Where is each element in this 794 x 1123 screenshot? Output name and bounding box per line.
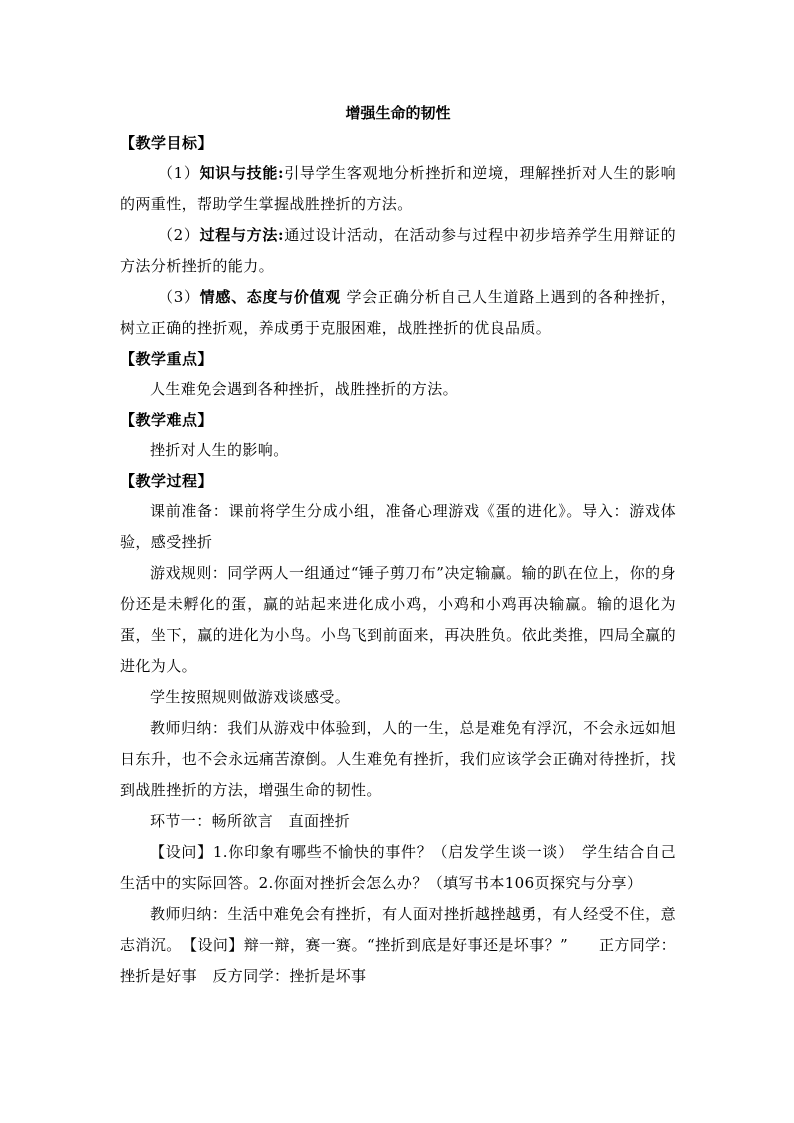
process-paragraph-summary: 教师归纳：我们从游戏中体验到，人的一生，总是难免有浮沉，不会永远如旭日东升，也不会永远痛苦潦倒。人生难免有挫折，我们应该学会正确对待挫折，找到战胜挫折的方法，增强生命的韧性。: [120, 719, 676, 799]
objective-label: 情感、态度与价值观: [199, 288, 342, 306]
document-title: 增强生命的韧性: [345, 104, 451, 122]
objective-num: （1）: [158, 164, 200, 182]
process-paragraph-debate: 教师归纳：生活中难免会有挫折，有人面对挫折越挫越勇，有人经受不住，意志消沉。 【设问】辩一辩，赛一赛。“挫折到底是好事还是坏事？” 正方同学：挫折是好事 反方同学：挫折是坏事: [120, 905, 676, 985]
process-heading: 【教学过程】: [120, 472, 214, 490]
key-points-text: 人生难免会遇到各种挫折，战胜挫折的方法。: [150, 380, 459, 398]
objective-item-1: [120, 158, 676, 220]
difficulties-text: 挫折对人生的影响。: [150, 441, 289, 459]
process-paragraph-rules: 游戏规则：同学两人一组通过“锤子剪刀布”决定输赢。输的趴在位上，你的身份还是未孵化的蛋，赢的站起来进化成小鸡，小鸡和小鸡再决输赢。输的退化为蛋，坐下，赢的进化为小鸟。小鸟飞到前面来，再决胜负。依此类推，四局全赢的进化为人。: [120, 564, 676, 675]
process-paragraph-stage-one: 环节一：畅所欲言 直面挫折: [150, 812, 351, 830]
objective-num: （2）: [158, 226, 200, 244]
objective-label: 过程与方法:: [199, 226, 284, 244]
difficulties-heading: 【教学难点】: [120, 411, 214, 429]
objective-text: 通过设计活动，在活动参与过程中初步培养学生用辩证的方法分析挫折的能力。: [120, 226, 676, 275]
process-paragraph-students: 学生按照规则做游戏谈感受。: [150, 688, 351, 706]
objectives-heading: 【教学目标】: [120, 134, 214, 152]
process-paragraph-question: 【设问】1.你印象有哪些不愉快的事件？（启发学生谈一谈） 学生结合自己生活中的实际回答。2.你面对挫折会怎么办？（填写书本106页探究与分享）: [120, 843, 676, 892]
objective-item-2: [120, 220, 676, 282]
objective-label: 知识与技能:: [199, 164, 284, 182]
document-page: [120, 98, 676, 992]
objective-text: 学会正确分析自己人生道路上遇到的各种挫折，树立正确的挫折观，养成勇于克服困难，战胜挫折的优良品质。: [120, 288, 677, 337]
process-paragraph-prep: 课前准备：课前将学生分成小组，准备心理游戏《蛋的进化》。导入：游戏体验，感受挫折: [120, 502, 676, 551]
objective-item-3: [120, 282, 676, 344]
key-points-heading: 【教学重点】: [120, 350, 214, 368]
objective-text: 引导学生客观地分析挫折和逆境，理解挫折对人生的影响的两重性，帮助学生掌握战胜挫折的方法。: [120, 164, 676, 213]
objective-num: （3）: [158, 288, 200, 306]
